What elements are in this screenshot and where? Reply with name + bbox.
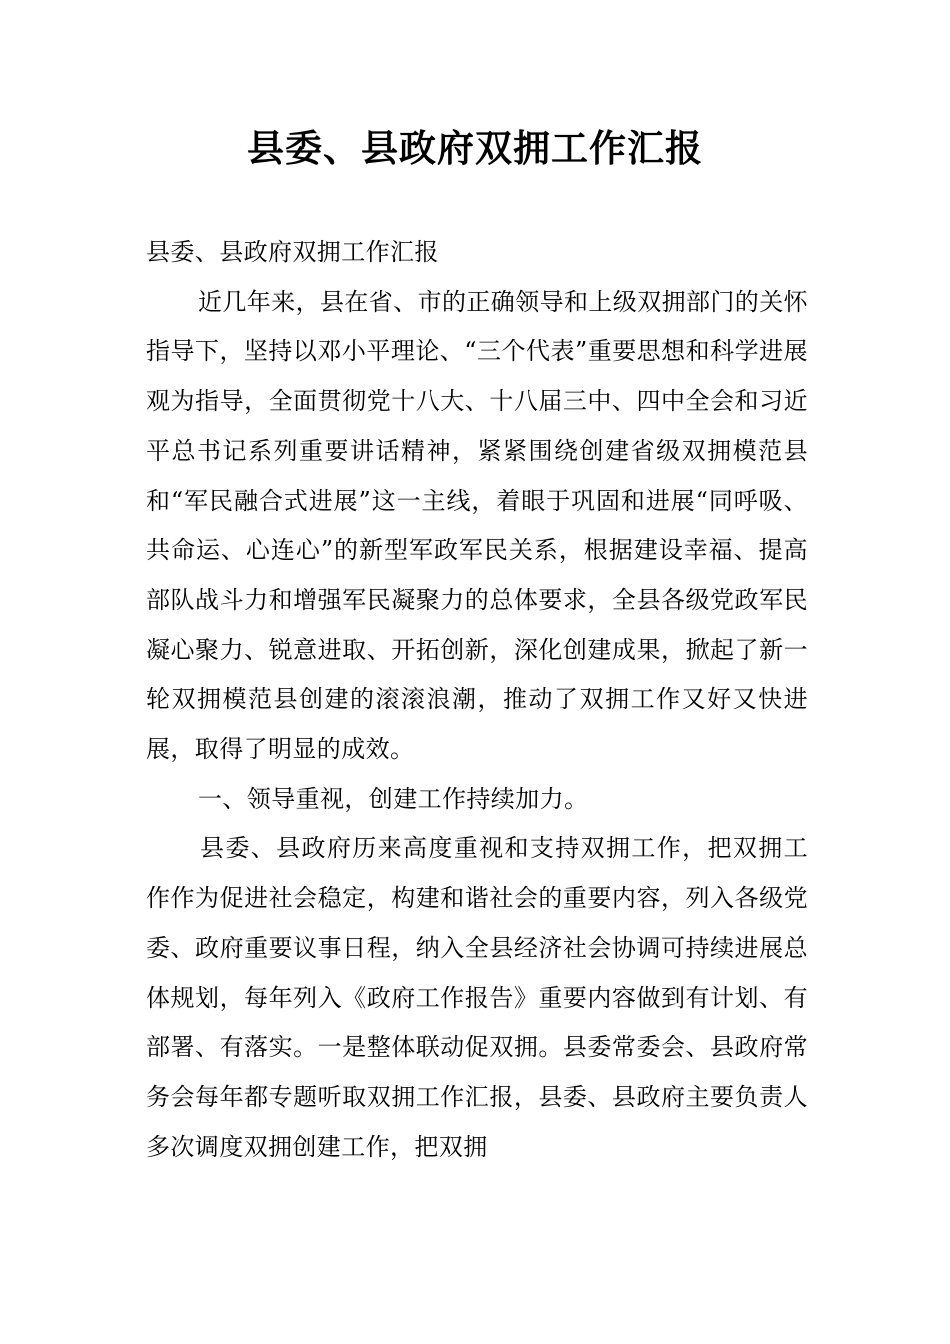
paragraph-section-1: 县委、县政府历来高度重视和支持双拥工作，把双拥工作作为促进社会稳定，构建和谐社会的重要内容，列入各级党委、政府重要议事日程，纳入全县经济社会协调可持续进展总体规划，每年列入《政府工作报告》重要内容做到有计划、有部署、有落实。一是整体联动促双拥。县委常委会、县政府常务会每年都专题听取双拥工作汇报，县委、县政府主要负责人多次调度双拥创建工作，把双拥: [146, 834, 808, 1161]
document-subtitle: 县委、县政府双拥工作汇报: [146, 238, 439, 266]
section-heading-1: 一、领导重视，创建工作持续加力。: [198, 784, 589, 813]
document-body: [146, 228, 808, 1172]
document-title: 县委、县政府双拥工作汇报: [247, 127, 703, 170]
paragraph-intro: 近几年来，县在省、市的正确领导和上级双拥部门的关怀指导下，坚持以邓小平理论、“三个代表”重要思想和科学进展观为指导，全面贯彻党十八大、十八届三中、四中全会和习近平总书记系列重要讲话精神，紧紧围绕创建省级双拥模范县和“军民融合式进展”这一主线，着眼于巩固和进展“同呼吸、共命运、心连心”的新型军政军民关系，根据建设幸福、提高部队战斗力和增强军民凝聚力的总体要求，全县各级党政军民凝心聚力、锐意进取、开拓创新，深化创建成果，掀起了新一轮双拥模范县创建的滚滚浪潮，推动了双拥工作又好又快进展，取得了明显的成效。: [146, 287, 808, 764]
